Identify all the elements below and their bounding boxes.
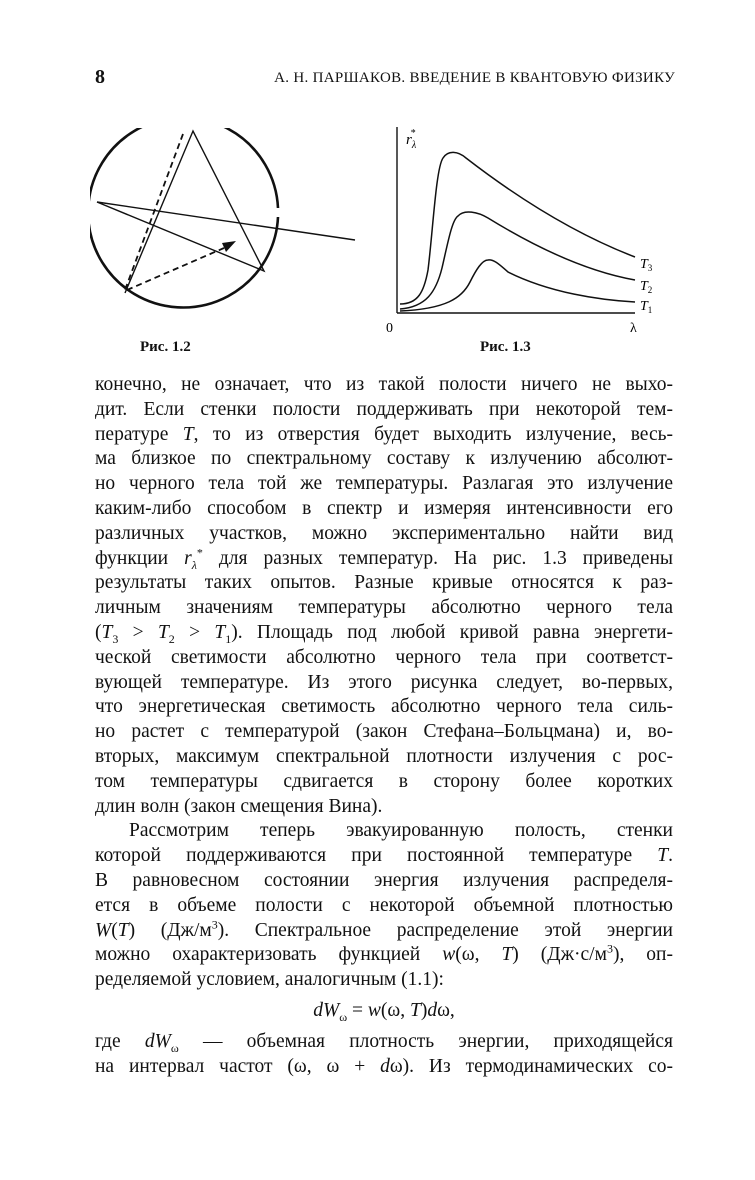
text-line: где $dW_\omega$ — объемная плотность энергии, приходящейся bbox=[95, 1030, 673, 1055]
text-line: личным значениям температуры абсолютно черного тела bbox=[95, 597, 673, 619]
text-line: можно охарактеризовать функцией w(ω, T) $(Дж\cdot с/м^3)$, оп- bbox=[95, 941, 673, 966]
text-line: В равновесном состоянии энергия излучения распределя- bbox=[95, 869, 673, 891]
curve-label-t3: $T_3$ bbox=[640, 257, 653, 273]
origin-label: 0 bbox=[386, 321, 393, 336]
text-line: Рассмотрим теперь эвакуированную полость, стенки bbox=[129, 820, 673, 842]
equation: $dW_\omega = w(\omega$, T)dω, bbox=[313, 999, 455, 1024]
cavity-wall bbox=[90, 128, 278, 308]
incoming-ray bbox=[97, 202, 355, 240]
figure-1-2-caption: Рис. 1.2 bbox=[140, 339, 191, 355]
text-line: том температуры сдвигается в сторону более коротких bbox=[95, 770, 673, 792]
text-line: длин волн (закон смещения Вина). bbox=[95, 795, 383, 817]
dashed-ray-1 bbox=[125, 134, 183, 290]
figure-1-3-spectra bbox=[380, 120, 680, 370]
text-line: ческой светимости абсолютно черного тела при соответст- bbox=[95, 646, 673, 668]
text-line: вторых, максимум спектральной плотности излучения с рос- bbox=[95, 745, 673, 767]
r-lambda-symbol: r bbox=[184, 547, 192, 569]
reflected-ray bbox=[97, 131, 264, 293]
x-axis-label: λ bbox=[630, 321, 637, 336]
text-line: конечно, не означает, что из такой полости ничего не выхо- bbox=[95, 374, 673, 395]
figure-1-2-cavity bbox=[90, 128, 380, 368]
curve-label-t2: $T_2$ bbox=[640, 279, 653, 295]
figure-1-3-caption: Рис. 1.3 bbox=[480, 339, 531, 355]
text-line: различных участков, можно экспериментально найти вид bbox=[95, 522, 673, 544]
text-line: дит. Если стенки полости поддерживать при некоторой тем- bbox=[95, 398, 673, 420]
text-line: что энергетическая светимость абсолютно черного тела силь- bbox=[95, 696, 673, 718]
text-line: ется в объеме полости с некоторой объемной плотностью bbox=[95, 894, 673, 916]
text-line: на интервал частот (ω, ω + dω). Из термодинамических со- bbox=[95, 1055, 673, 1077]
text-line: пературе T, то из отверстия будет выходить излучение, весь- bbox=[95, 423, 673, 445]
page-number: 8 bbox=[95, 66, 105, 88]
page-header bbox=[95, 66, 675, 94]
curve-t3 bbox=[400, 152, 635, 304]
text-line: $(T_3 > T_2 > T_1)$. Площадь под любой кривой равна энергети- bbox=[95, 621, 674, 646]
curve-label-t1: $T_1$ bbox=[640, 299, 653, 315]
text-line: но растет с температурой (закон Стефана–Больцмана) и, во- bbox=[95, 721, 673, 743]
running-title: А. Н. ПАРШАКОВ. ВВЕДЕНИЕ В КВАНТОВУЮ ФИЗИКУ bbox=[274, 70, 675, 86]
curve-t2 bbox=[400, 212, 635, 309]
text-line: W(T) $(Дж/м^3)$. Спектральное распределение этой энергии bbox=[95, 917, 673, 941]
text-line: функции $r_\lambda^*$ для разных температур. На рис. 1.3 приведены bbox=[95, 545, 674, 572]
text-line: ределяемой условием, аналогичным (1.1): bbox=[95, 969, 444, 991]
text-line: результаты таких опытов. Разные кривые относятся к раз- bbox=[95, 572, 673, 594]
body-text bbox=[95, 373, 673, 1079]
text-line: каким-либо способом в спектр и измеряя интенсивности его bbox=[95, 497, 673, 519]
text-line: вующей температуре. Из этого рисунка следует, во-первых, bbox=[95, 671, 673, 693]
y-axis-label: $r_\lambda*$ bbox=[406, 128, 417, 151]
text-line: но черного тела той же температуры. Разлагая это излучение bbox=[95, 473, 673, 495]
arrow-head bbox=[222, 241, 236, 252]
text-line: ма близкое по спектральному составу к излучению абсолют- bbox=[95, 448, 673, 470]
text-line: которой поддерживаются при постоянной температуре T. bbox=[95, 845, 673, 867]
